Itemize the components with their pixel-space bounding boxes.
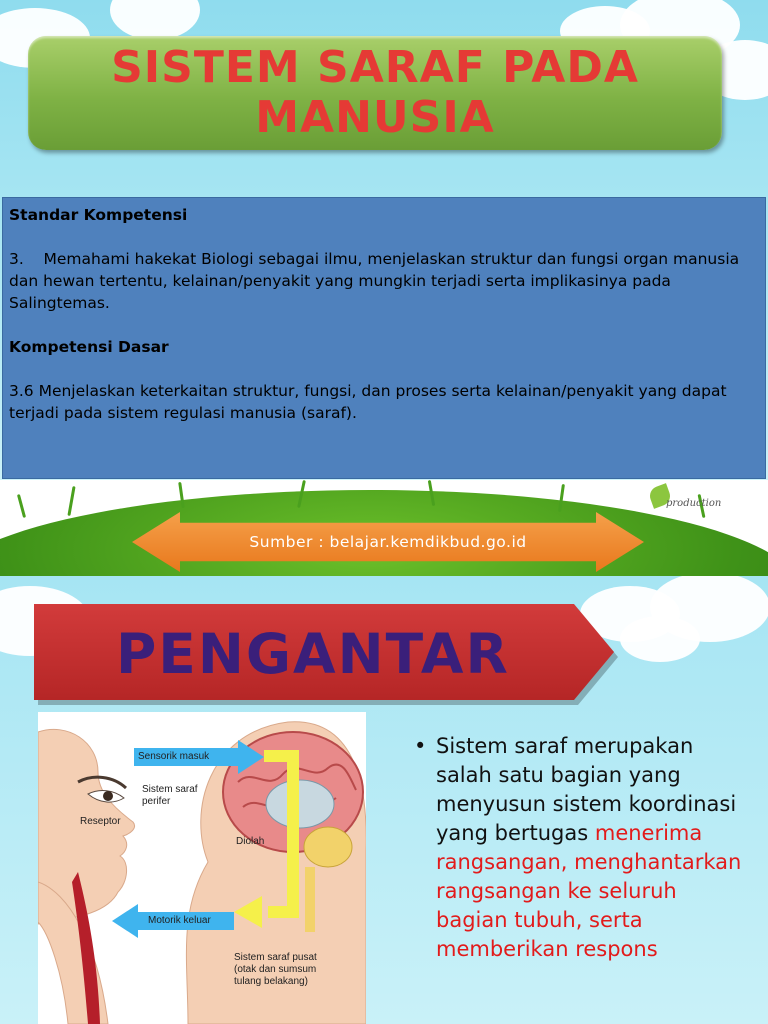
- label-diolah: Diolah: [236, 836, 265, 847]
- competency-panel: [2, 197, 766, 479]
- label-motorik: Motorik keluar: [148, 915, 211, 926]
- intro-bullet: [414, 732, 754, 964]
- bullet-plain-text: Sistem saraf merupakan salah satu bagian yang menyusun sistem koordinasi yang bertugas: [436, 734, 737, 845]
- cloud-decoration: [620, 616, 700, 662]
- dasar-text: 3.6 Menjelaskan keterkaitan struktur, fungsi, dan proses serta kelainan/penyakit yang dapat terjadi pada sistem regulasi manusia (saraf).: [9, 382, 727, 422]
- production-logo: [648, 486, 740, 516]
- title-box: [28, 36, 722, 150]
- grass-blade: [67, 486, 75, 516]
- standar-heading: Standar Kompetensi: [9, 206, 188, 224]
- bullet-dot: •: [414, 734, 427, 758]
- banner-title: PENGANTAR: [116, 622, 510, 686]
- dasar-heading: Kompetensi Dasar: [9, 338, 169, 356]
- nervous-system-figure: [38, 712, 366, 1024]
- slide-title: SISTEM SARAF PADA MANUSIA: [111, 42, 639, 143]
- logo-text: production: [666, 498, 722, 509]
- bullet-highlight-text: menerima rangsangan, menghantarkan rangsangan ke seluruh bagian tubuh, serta memberikan respons: [436, 821, 742, 961]
- label-reseptor: Reseptor: [80, 816, 121, 827]
- grass-blade: [17, 494, 26, 518]
- label-perifer: Sistem saraf perifer: [142, 784, 198, 807]
- standar-text: 3. Memahami hakekat Biologi sebagai ilmu, menjelaskan struktur dan fungsi organ manusia dan hewan tertentu, kelainan/penyakit yang mungkin terjadi serta implikasinya pada Salingtemas.: [9, 250, 745, 312]
- cloud-decoration: [110, 0, 200, 40]
- label-sensorik: Sensorik masuk: [138, 751, 210, 762]
- label-pusat: Sistem saraf pusat (otak dan sumsum tulang belakang): [234, 952, 317, 987]
- source-label: Sumber : belajar.kemdikbud.go.id: [249, 533, 527, 551]
- slide-2: [0, 576, 768, 1024]
